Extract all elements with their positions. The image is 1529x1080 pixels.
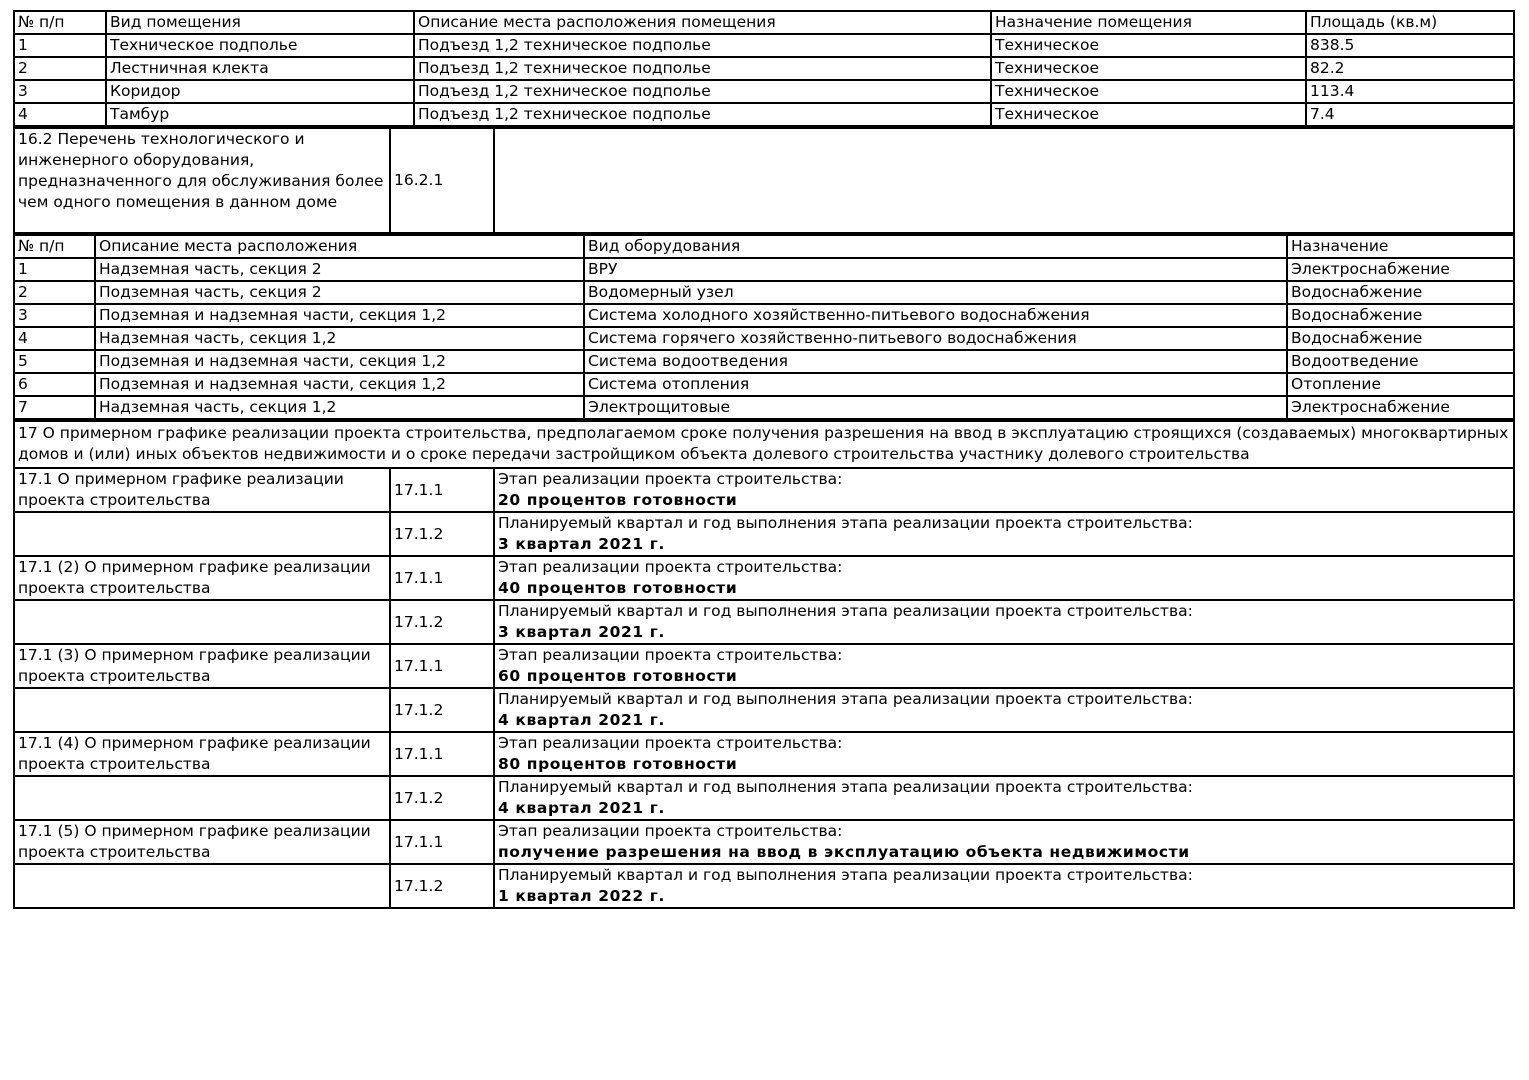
section-16-2-label: 16.2 Перечень технологического и инженерного оборудования, предназначенного для обслуживания более чем одного помещения в данном доме bbox=[14, 128, 390, 233]
cell-purpose: Водоснабжение bbox=[1287, 304, 1514, 327]
table-row bbox=[14, 644, 1514, 688]
table-row bbox=[14, 732, 1514, 776]
equipment-header-row bbox=[14, 235, 1514, 258]
cell-code: 17.1.1 bbox=[390, 556, 494, 600]
stage-label: Этап реализации проекта строительства: bbox=[498, 470, 843, 488]
cell-location: Надземная часть, секция 2 bbox=[95, 258, 584, 281]
cell-num: 5 bbox=[14, 350, 95, 373]
cell-code: 17.1.2 bbox=[390, 688, 494, 732]
cell-block-label-empty bbox=[14, 688, 390, 732]
cell-purpose: Электроснабжение bbox=[1287, 258, 1514, 281]
cell-location: Надземная часть, секция 1,2 bbox=[95, 396, 584, 419]
quarter-value: 3 квартал 2021 г. bbox=[498, 535, 665, 553]
stage-value: 60 процентов готовности bbox=[498, 667, 738, 685]
equipment-header-location: Описание места расположения bbox=[95, 235, 584, 258]
table-row bbox=[14, 327, 1514, 350]
cell-block-label: 17.1 (5) О примерном графике реализации проекта строительства bbox=[14, 820, 390, 864]
cell-block-label-empty bbox=[14, 600, 390, 644]
cell-num: 3 bbox=[14, 304, 95, 327]
cell-purpose: Техническое bbox=[991, 57, 1306, 80]
cell-num: 1 bbox=[14, 258, 95, 281]
cell-num: 7 bbox=[14, 396, 95, 419]
cell-block-label: 17.1 (2) О примерном графике реализации проекта строительства bbox=[14, 556, 390, 600]
cell-equipment-type: ВРУ bbox=[584, 258, 1287, 281]
cell-purpose: Водоснабжение bbox=[1287, 281, 1514, 304]
stage-value: 80 процентов готовности bbox=[498, 755, 738, 773]
quarter-value: 1 квартал 2022 г. bbox=[498, 887, 665, 905]
cell-block-label: 17.1 О примерном графике реализации проекта строительства bbox=[14, 468, 390, 512]
cell-stage bbox=[494, 820, 1514, 864]
equipment-header-purpose: Назначение bbox=[1287, 235, 1514, 258]
cell-purpose: Техническое bbox=[991, 80, 1306, 103]
cell-location: Надземная часть, секция 1,2 bbox=[95, 327, 584, 350]
quarter-label: Планируемый квартал и год выполнения этапа реализации проекта строительства: bbox=[498, 514, 1193, 532]
cell-room-type: Лестничная клекта bbox=[106, 57, 414, 80]
cell-block-label-empty bbox=[14, 512, 390, 556]
cell-purpose: Техническое bbox=[991, 34, 1306, 57]
cell-block-label: 17.1 (4) О примерном графике реализации проекта строительства bbox=[14, 732, 390, 776]
stage-label: Этап реализации проекта строительства: bbox=[498, 822, 843, 840]
cell-stage bbox=[494, 468, 1514, 512]
cell-purpose: Техническое bbox=[991, 103, 1306, 126]
cell-block-label-empty bbox=[14, 776, 390, 820]
cell-location: Подземная и надземная части, секция 1,2 bbox=[95, 350, 584, 373]
cell-location: Подземная и надземная части, секция 1,2 bbox=[95, 373, 584, 396]
quarter-label: Планируемый квартал и год выполнения этапа реализации проекта строительства: bbox=[498, 866, 1193, 884]
cell-quarter bbox=[494, 864, 1514, 908]
cell-equipment-type: Система холодного хозяйственно-питьевого водоснабжения bbox=[584, 304, 1287, 327]
rooms-header-row bbox=[14, 11, 1514, 34]
table-row bbox=[14, 468, 1514, 512]
cell-num: 2 bbox=[14, 281, 95, 304]
section-16-2-code: 16.2.1 bbox=[390, 128, 494, 233]
cell-area: 113.4 bbox=[1306, 80, 1514, 103]
table-row bbox=[14, 512, 1514, 556]
stage-value: 40 процентов готовности bbox=[498, 579, 738, 597]
quarter-value: 3 квартал 2021 г. bbox=[498, 623, 665, 641]
quarter-value: 4 квартал 2021 г. bbox=[498, 799, 665, 817]
cell-num: 4 bbox=[14, 327, 95, 350]
quarter-label: Планируемый квартал и год выполнения этапа реализации проекта строительства: bbox=[498, 690, 1193, 708]
rooms-header-location: Описание места расположения помещения bbox=[414, 11, 991, 34]
cell-purpose: Водоотведение bbox=[1287, 350, 1514, 373]
quarter-label: Планируемый квартал и год выполнения этапа реализации проекта строительства: bbox=[498, 778, 1193, 796]
cell-code: 17.1.2 bbox=[390, 600, 494, 644]
cell-num: 4 bbox=[14, 103, 106, 126]
stage-label: Этап реализации проекта строительства: bbox=[498, 646, 843, 664]
cell-area: 838.5 bbox=[1306, 34, 1514, 57]
cell-room-type: Техническое подполье bbox=[106, 34, 414, 57]
cell-location: Подъезд 1,2 техническое подполье bbox=[414, 57, 991, 80]
cell-area: 7.4 bbox=[1306, 103, 1514, 126]
section-16-2-value bbox=[494, 128, 1514, 233]
table-row bbox=[14, 80, 1514, 103]
cell-equipment-type: Водомерный узел bbox=[584, 281, 1287, 304]
table-row bbox=[14, 350, 1514, 373]
table-row bbox=[14, 128, 1514, 233]
table-row bbox=[14, 57, 1514, 80]
section-17-header: 17 О примерном графике реализации проекта строительства, предполагаемом сроке получения разрешения на ввод в эксплуатацию строящихся (создаваемых) многоквартирных домов и (или) иных объектов недвижимости и о сроке передачи застройщиком объекта долевого строительства участнику долевого строительства bbox=[14, 421, 1514, 468]
cell-purpose: Электроснабжение bbox=[1287, 396, 1514, 419]
cell-num: 1 bbox=[14, 34, 106, 57]
cell-num: 2 bbox=[14, 57, 106, 80]
cell-location: Подъезд 1,2 техническое подполье bbox=[414, 80, 991, 103]
quarter-label: Планируемый квартал и год выполнения этапа реализации проекта строительства: bbox=[498, 602, 1193, 620]
quarter-value: 4 квартал 2021 г. bbox=[498, 711, 665, 729]
cell-num: 3 bbox=[14, 80, 106, 103]
cell-num: 6 bbox=[14, 373, 95, 396]
stage-value: получение разрешения на ввод в эксплуатацию объекта недвижимости bbox=[498, 843, 1190, 861]
equipment-table bbox=[13, 234, 1515, 420]
rooms-header-area: Площадь (кв.м) bbox=[1306, 11, 1514, 34]
cell-code: 17.1.2 bbox=[390, 864, 494, 908]
equipment-header-num: № п/п bbox=[14, 235, 95, 258]
table-row bbox=[14, 776, 1514, 820]
table-row bbox=[14, 103, 1514, 126]
cell-location: Подземная часть, секция 2 bbox=[95, 281, 584, 304]
cell-quarter bbox=[494, 512, 1514, 556]
table-row bbox=[14, 600, 1514, 644]
cell-code: 17.1.1 bbox=[390, 468, 494, 512]
cell-block-label: 17.1 (3) О примерном графике реализации проекта строительства bbox=[14, 644, 390, 688]
cell-stage bbox=[494, 732, 1514, 776]
section-17-table bbox=[13, 420, 1515, 909]
table-row bbox=[14, 373, 1514, 396]
cell-room-type: Коридор bbox=[106, 80, 414, 103]
table-row bbox=[14, 864, 1514, 908]
cell-location: Подъезд 1,2 техническое подполье bbox=[414, 34, 991, 57]
cell-quarter bbox=[494, 688, 1514, 732]
cell-location: Подземная и надземная части, секция 1,2 bbox=[95, 304, 584, 327]
section-17-header-row bbox=[14, 421, 1514, 468]
cell-room-type: Тамбур bbox=[106, 103, 414, 126]
table-row bbox=[14, 34, 1514, 57]
cell-code: 17.1.1 bbox=[390, 644, 494, 688]
stage-label: Этап реализации проекта строительства: bbox=[498, 734, 843, 752]
cell-location: Подъезд 1,2 техническое подполье bbox=[414, 103, 991, 126]
rooms-table bbox=[13, 10, 1515, 127]
table-row bbox=[14, 556, 1514, 600]
rooms-header-type: Вид помещения bbox=[106, 11, 414, 34]
cell-purpose: Водоснабжение bbox=[1287, 327, 1514, 350]
cell-purpose: Отопление bbox=[1287, 373, 1514, 396]
cell-quarter bbox=[494, 600, 1514, 644]
table-row bbox=[14, 304, 1514, 327]
section-16-2 bbox=[13, 127, 1515, 234]
cell-stage bbox=[494, 644, 1514, 688]
cell-code: 17.1.2 bbox=[390, 512, 494, 556]
table-row bbox=[14, 688, 1514, 732]
cell-block-label-empty bbox=[14, 864, 390, 908]
rooms-header-num: № п/п bbox=[14, 11, 106, 34]
cell-equipment-type: Система отопления bbox=[584, 373, 1287, 396]
cell-stage bbox=[494, 556, 1514, 600]
cell-code: 17.1.1 bbox=[390, 732, 494, 776]
cell-equipment-type: Система горячего хозяйственно-питьевого водоснабжения bbox=[584, 327, 1287, 350]
cell-equipment-type: Электрощитовые bbox=[584, 396, 1287, 419]
cell-code: 17.1.1 bbox=[390, 820, 494, 864]
table-row bbox=[14, 281, 1514, 304]
table-row bbox=[14, 258, 1514, 281]
stage-value: 20 процентов готовности bbox=[498, 491, 738, 509]
cell-equipment-type: Система водоотведения bbox=[584, 350, 1287, 373]
equipment-header-type: Вид оборудования bbox=[584, 235, 1287, 258]
cell-quarter bbox=[494, 776, 1514, 820]
rooms-header-purpose: Назначение помещения bbox=[991, 11, 1306, 34]
cell-area: 82.2 bbox=[1306, 57, 1514, 80]
table-row bbox=[14, 396, 1514, 419]
cell-code: 17.1.2 bbox=[390, 776, 494, 820]
stage-label: Этап реализации проекта строительства: bbox=[498, 558, 843, 576]
declaration-document bbox=[13, 10, 1513, 909]
table-row bbox=[14, 820, 1514, 864]
